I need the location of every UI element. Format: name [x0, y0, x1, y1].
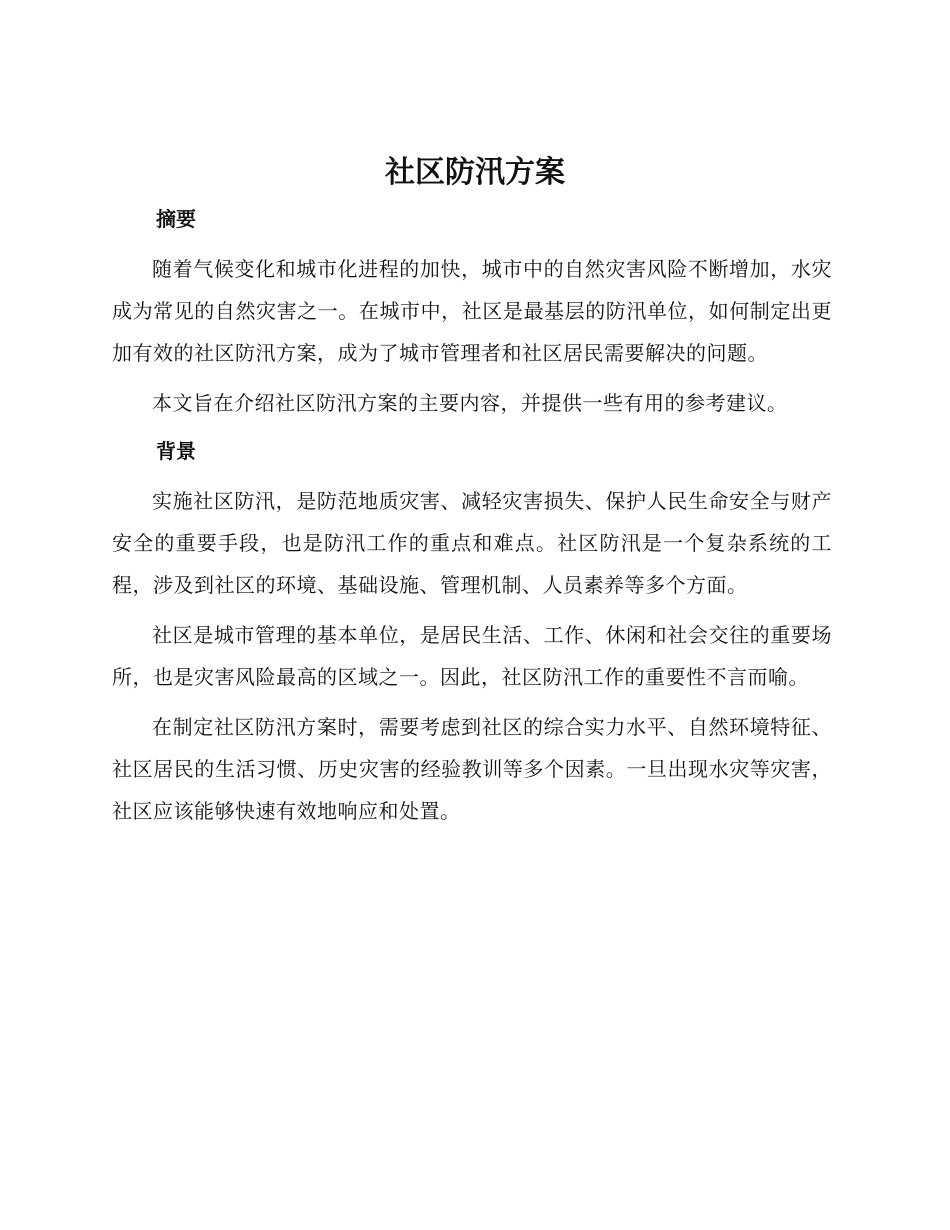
section-heading: 摘要: [156, 207, 196, 231]
paragraph: 随着气候变化和城市化进程的加快，城市中的自然灾害风险不断增加，水灾成为常见的自然灾害之一。在城市中，社区是最基层的防汛单位，如何制定出更加有效的社区防汛方案，成为了城市管理者和社区居民需要解决的问题。: [112, 257, 832, 365]
section-heading: 背景: [156, 439, 196, 463]
document-title: 社区防汛方案: [385, 155, 565, 190]
section-abstract: [112, 200, 832, 424]
paragraph: 社区是城市管理的基本单位，是居民生活、工作、休闲和社会交往的重要场所，也是灾害风险最高的区域之一。因此，社区防汛工作的重要性不言而喻。: [112, 623, 832, 689]
paragraph: 本文旨在介绍社区防汛方案的主要内容，并提供一些有用的参考建议。: [152, 391, 788, 415]
paragraph: 在制定社区防汛方案时，需要考虑到社区的综合实力水平、自然环境特征、社区居民的生活习惯、历史灾害的经验教训等多个因素。一旦出现水灾等灾害，社区应该能够快速有效地响应和处置。: [112, 715, 832, 823]
paragraph: 实施社区防汛，是防范地质灾害、减轻灾害损失、保护人民生命安全与财产安全的重要手段，也是防汛工作的重点和难点。社区防汛是一个复杂系统的工程，涉及到社区的环境、基础设施、管理机制、人员素养等多个方面。: [112, 489, 832, 597]
section-background: [112, 432, 832, 832]
document-body: [112, 200, 832, 832]
